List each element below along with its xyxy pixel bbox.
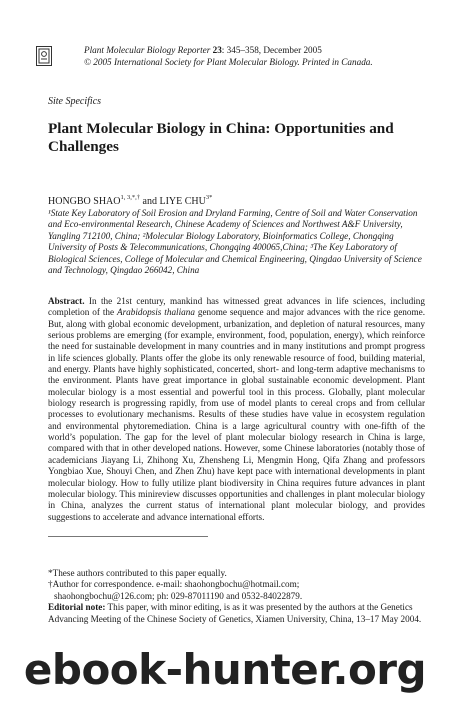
editorial-note-text: This paper, with minor editing, is as it was presented by the authors at the Genetics Advancing Meeting of the Chinese Society of Genetics, Xiamen University, China, 13–17 May 2004. <box>48 602 422 624</box>
section-label: Site Specifics <box>48 96 102 107</box>
publisher-logo-icon <box>36 46 52 66</box>
journal-copyright: © 2005 International Society for Plant Molecular Biology. Printed in Canada. <box>84 57 373 67</box>
footnote-correspondence-contact: shaohongbochu@126.com; ph: 029-87011190 and 0532-84022879. <box>54 590 303 601</box>
abstract <box>48 296 425 523</box>
journal-volume: 23 <box>212 45 222 55</box>
paper-title: Plant Molecular Biology in China: Opportunities and Challenges <box>48 120 394 155</box>
author-affiliation-marker: 1, 3,*,† <box>120 194 141 201</box>
footnote-equal-contribution: *These authors contributed to this paper equally. <box>48 568 227 578</box>
editorial-note-label: Editorial note: <box>48 602 106 613</box>
footnotes <box>48 568 426 625</box>
editorial-note <box>48 602 426 625</box>
author-affiliation-marker: 3* <box>205 194 213 201</box>
author-conjunction: and <box>140 196 160 207</box>
abstract-text: In the 21st century, mankind has witnessed great advances in life sciences, including completion of the <box>48 296 425 318</box>
abstract-label: Abstract. <box>48 296 85 306</box>
footnote-correspondence: †Author for correspondence. e-mail: shaohongbochu@hotmail.com; <box>48 579 300 590</box>
affiliations: ¹State Key Laboratory of Soil Erosion and Dryland Farming, Centre of Soil and Water Conservation and Eco-environmental Research, Chinese Academy of Sciences and Northwest A&F University, Yangling 712100, China; ²Molecular Biology Laboratory, Bioinformatics College, Chongqing University of Posts & Telecommunications, Chongqing 400065,China; ³The Key Laboratory of Biological Sciences, College of Molecular and Chemical Engineering, Qingdao University of Science and Technology, Qingdao 266042, China <box>48 208 422 276</box>
author-name: HONGBO SHAO <box>48 196 121 207</box>
journal-citation <box>84 44 373 68</box>
author-list <box>48 194 212 207</box>
watermark: ebook-hunter.org <box>23 645 427 694</box>
journal-line <box>84 44 373 56</box>
species-name: Arabidopsis thaliana <box>116 307 195 318</box>
journal-name: Plant Molecular Biology Reporter <box>84 45 211 55</box>
footnote-divider <box>48 536 208 537</box>
author-name: LIYE CHU <box>159 196 206 207</box>
journal-copyright-line <box>84 56 373 68</box>
journal-pages-date: : 345–358, December 2005 <box>221 45 322 55</box>
abstract-text: genome sequence and major advances with the rice genome. But, along with global economic development, urbanization, and depletion of natural resources, many serious problems are emerging (for example, environment, food, population, energy), which reinforce the need for sustainable development in many countries and in many institutions and prompt progress in life sciences globally. Plants offer the globe its only renewable resource of food, building material, and energy. Plants have highly sophisticated, concerted, short- and long-term adaptive mechanisms to the environment. Plants have great importance in global sustainable economic development. Plant molecular biology is a most essential and powerful tool in this process. Globally, plant molecular biology research is progressing rapidly, from use of model plants to cereal crops and from cellular processes to evolutionary mechanisms. Results of these studies have value in ecosystem regulation and environmental phytoremediation. China is a large agricultural country with one-fifth of the world’s population. The gap for the level of plant molecular biology research in China is large, compared with that in other developed nations. However, some Chinese laboratories (notably those of academicians Jiayang Li, Zhihong Xu, Zhensheng Li, Mengmin Hong, Qifa Zhang and professors Yongbiao Xue, Shouyi Chen, and Zhen Zhu) have kept pace with international developments in plant molecular biology. How to fully utilize plant biodiversity in China requires future advances in plant molecular biology. This minireview discusses opportunities and challenges in plant molecular biology in China, analyzes the current status of international plant molecular biology, and provides suggestions to accelerate and advance international efforts. <box>48 307 426 522</box>
